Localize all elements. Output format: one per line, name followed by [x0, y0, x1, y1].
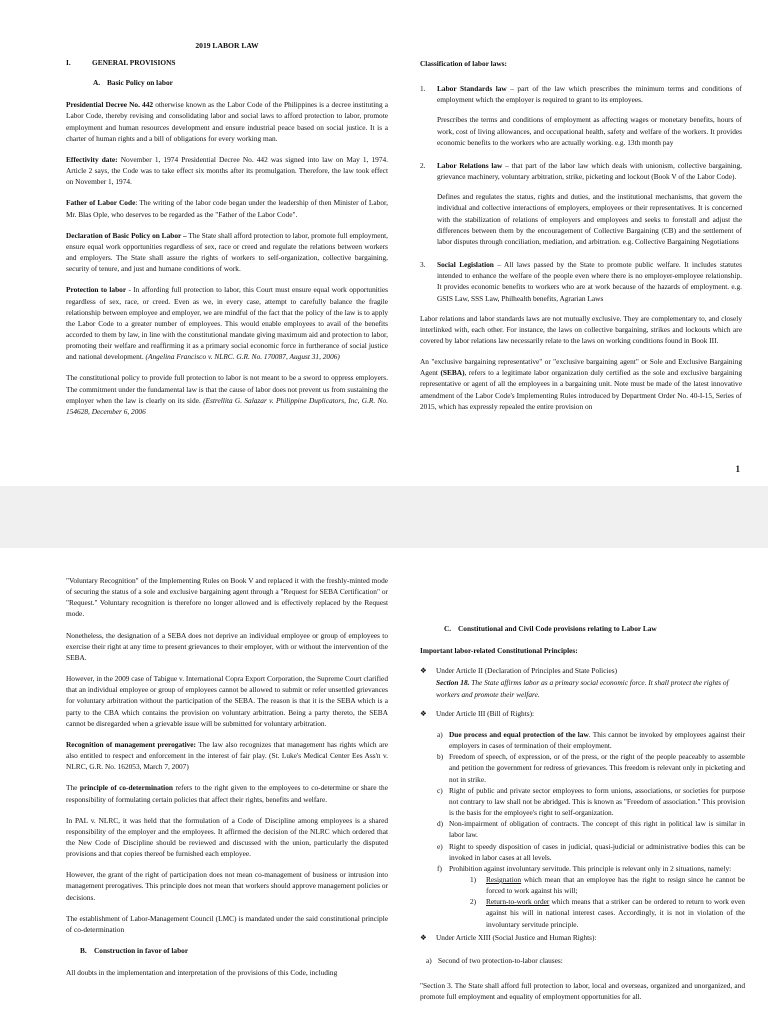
page1-left-column	[66, 40, 388, 427]
list-item-non-impairment	[437, 818, 745, 840]
list-text	[449, 729, 745, 751]
diamond-bullet-icon: ❖	[420, 666, 427, 676]
term-return-to-work: Return-to-work order	[486, 897, 550, 907]
list-number: 2)	[470, 897, 477, 907]
list-number: 1)	[470, 874, 477, 884]
section-number: C.	[444, 624, 452, 633]
term-seba: (SEBA)	[440, 368, 465, 378]
list-item-resignation	[470, 874, 745, 896]
paragraph-lmc: The establishment of Labor-Management Council (LMC) is mandated under the said constitutional principle of co-determination	[66, 913, 388, 934]
list-text	[486, 874, 745, 896]
list-text	[437, 83, 742, 105]
paragraph-text: The State shall afford protection to labor, promote full employment, ensure equal work opportunities regardless of sex, race or creed and regulate the relations between workers and employers. The State shall assure the rights of workers to self-organization, collective bargaining, security of tenure, and just and humane conditions of work.	[66, 230, 388, 274]
bullet-text: Under Article III (Bill of Rights):	[436, 708, 535, 718]
citation: (Estrellita G. Salazar v. Philippine Duplicators, Inc, G.R. No. 154628, December 6, 2006	[66, 395, 388, 416]
paragraph-labor-relations-detail: Defines and regulates the status, rights and duties, and the institutional mechanisms, that govern the individual and collective interactions of employers, employees or their representatives. It is concerned with the stabilization of relations of employers and employees and seeks to forestall and adjust the differences between them by the encouragement of Collective Bargaining (CB) and the settlement of labor disputes through conciliation, mediation, and arbitration. e.g. Collective Bargaining Negotiations	[437, 192, 742, 246]
document-page-2	[0, 548, 768, 1024]
list-text: Freedom of speech, of expression, or of the press, or the right of the people peaceably to assemble and petition the government for redress of grievances. This freedom is relevant only in picketing and not in strike.	[449, 752, 745, 784]
paragraph-father-of-labor-code	[66, 197, 388, 219]
list-letter: b)	[437, 752, 444, 762]
paragraph-text: , refers to a legitimate labor organization duly certified as the sole and exclusive bargaining representative or agent of all the employees in a bargaining unit. Note must be made of the latest innovative amendment of the Labor Code's Implementing Rules introduced by Department Order No. 40-I-15, Series of 2015, which has expressly repealed the entire provision on	[420, 368, 742, 411]
quote-section-3: "Section 3. The State shall afford full protection to labor, local and overseas, organized and unorganized, and promote full employment and equality of employment opportunities for all.	[420, 981, 745, 1002]
paragraph-text: : The writing of the labor code began under the leadership of then Minister of Labor, Mr. Blas Ople, who deserves to be regarded as the "Father of the Labor Code".	[66, 198, 388, 219]
list-item-labor-standards	[420, 83, 742, 105]
page2-right-column	[420, 623, 745, 1012]
list-text	[437, 160, 742, 182]
paragraph-declaration-basic-policy	[66, 230, 388, 275]
list-letter: a)	[437, 729, 443, 739]
list-item-return-to-work	[470, 896, 745, 929]
list-letter: e)	[437, 841, 443, 851]
paragraph-voluntary-recognition: "Voluntary Recognition" of the Implementing Rules on Book V and replaced it with the freshly-minted mode of securing the status of a sole and exclusive bargaining agent through a "Request for SEBA Certification" or "Request." Voluntary recognition is therefore no longer allowed and is effectively replaced by the Request mode.	[66, 576, 388, 619]
item-text: – that part of the labor law which deals with unionism, collective bargaining, grievance machinery, voluntary arbitration, strike, picketing and lockout (Book V of the Labor Code).	[437, 160, 742, 182]
section-18-body: The State affirms labor as a primary social economic force. It shall protect the rights of workers and promote their welfare.	[436, 678, 729, 699]
list-letter: c)	[437, 785, 443, 795]
list-text: Prohibition against involuntary servitude. This principle is relevant only in 2 situations, namely:	[449, 863, 732, 873]
term-co-determination: principle of co-determination	[79, 783, 173, 793]
heading-constitutional-principles: Important labor-related Constitutional Principles:	[420, 646, 578, 656]
citation: (Angelina Francisco v. NLRC. G.R. No. 170087, August 31, 2006)	[145, 352, 340, 362]
page2-left-column	[66, 575, 388, 988]
list-item-speedy-disposition	[437, 841, 745, 863]
list-item-second-clause	[426, 955, 745, 966]
list-item-freedom-of-association	[437, 785, 745, 818]
term-labor-relations: Labor Relations law	[437, 160, 503, 170]
section-number: I.	[66, 58, 71, 67]
paragraph-seba	[420, 356, 742, 412]
list-item-freedom-of-speech	[437, 751, 745, 784]
section-label: Constitutional and Civil Code provisions relating to Labor Law	[458, 624, 657, 633]
paragraph-co-determination	[66, 782, 388, 804]
term-due-process: Due process and equal protection of the law	[449, 729, 589, 739]
term-labor-standards: Labor Standards law	[437, 84, 507, 94]
paragraph-management-prerogative	[66, 739, 388, 772]
diamond-bullet-icon: ❖	[420, 708, 427, 718]
diamond-bullet-icon: ❖	[420, 932, 427, 942]
paragraph-seba-grievances: Nonetheless, the designation of a SEBA does not deprive an individual employee or group of employees to exercise their right at any time to present grievances to their employer, with or without the intervention of the SEBA.	[66, 630, 388, 662]
list-text	[486, 896, 745, 929]
paragraph-text: November 1, 1974 Presidential Decree No. 442 was signed into law on May 1, 1974. Article 2 says, the Code was to take effect six months after its promulgation. Therefore, the law took effect on November 1, 1974.	[66, 154, 388, 187]
item-text: which mean that an employee has the right to resign since he cannot be forced to work against his will;	[486, 874, 745, 896]
list-letter: d)	[437, 819, 444, 829]
list-item-due-process	[437, 729, 745, 751]
paragraph-constitutional-policy	[66, 372, 388, 417]
section-heading-constitutional	[444, 623, 745, 634]
paragraph-text: The constitutional policy to provide full protection to labor is not meant to be a sword to oppress employers. The commitment under the fundamental law is that the cause of labor does not prevent us from sustaining the employer when the law is clearly on its side.	[66, 373, 388, 405]
subsection-number: A.	[93, 78, 101, 88]
item-text: – part of the law which prescribes the minimum terms and conditions of employment which the employer is required to grant to its employees.	[437, 84, 742, 105]
paragraph-all-doubts: All doubts in the implementation and interpretation of the provisions of this Code, including	[66, 968, 338, 978]
term-pd-442: Presidential Decree No. 442	[66, 100, 154, 110]
subsection-heading-basic-policy	[93, 77, 388, 88]
paragraph-pal-v-nlrc: In PAL v. NLRC, it was held that the formulation of a Code of Discipline among employees is a shared responsibility of the employer and the employees. It affirmed the decision of the NLRC which ordered that the New Code of Discipline should be reviewed and discussed with the union, particularly the disputed provisions and that copies thereof be furnished each employee.	[66, 815, 388, 859]
item-text: – All laws passed by the State to promote public welfare. It includes statutes intended to enhance the welfare of the people even where there is no employer-employee relationship. It provides economic benefits to workers who are at work because of the hazards of employment. e.g. GSIS Law, SSS Law, Philhealth benefits, Agrarian Laws	[437, 260, 742, 303]
paragraph-labor-standards-detail: Prescribes the terms and conditions of employment as affecting wages or monetary benefits, hours of work, cost of living allowances, and occupational health, safety and welfare of the workers. It provides economic benefits to the workers who are actually working. e.g. 13th month pay	[437, 115, 742, 147]
paragraph-text: An "exclusive bargaining representative" or "exclusive bargaining agent" or Sole and Exclusive Bargaining Agent	[420, 357, 742, 378]
paragraph-right-of-participation: However, the grant of the right of participation does not mean co-management of business or intrusion into management prerogatives. This principle does not mean that workers should approve management policies or decisions.	[66, 870, 388, 902]
list-item-social-legislation	[420, 259, 742, 304]
term-social-legislation: Social Legislation	[437, 260, 494, 270]
section-18-label: Section 18.	[436, 678, 470, 688]
bullet-text: Under Article II (Declaration of Principles and State Policies)	[436, 666, 618, 676]
document-title: 2019 LABOR LAW	[195, 41, 259, 50]
list-number: 3.	[420, 260, 426, 270]
list-text: Right to speedy disposition of cases in judicial, quasi-judicial or administrative bodies this can be invoked in labor cases at all levels.	[449, 841, 745, 862]
item-text: which means that a striker can be ordered to return to work even against his will in national interest cases. Accordingly, it is not in violation of the involuntary servitude principle.	[486, 897, 746, 929]
list-letter: a)	[426, 955, 432, 965]
paragraph-text: refers to the right given to the employees to co-determine or share the responsibility of formulating certain policies that affect their rights, benefits and welfare.	[66, 783, 388, 804]
bullet-text: Under Article XIII (Social Justice and Human Rights):	[436, 932, 597, 942]
paragraph-effectivity	[66, 154, 388, 187]
document-page-1	[0, 0, 768, 486]
term-declaration: Declaration of Basic Policy on Labor –	[66, 230, 187, 240]
paragraph-text: otherwise known as the Labor Code of the Philippines is a decree instituting a Labor Code, thereby revising and consolidating labor and social laws to afford protection to labor, promote employment and human resources development and ensure industrial peace based on social justice. It is a charter of human rights and a bill of obligations for every working man.	[66, 100, 389, 143]
subsection-heading-construction	[80, 945, 388, 956]
page1-right-column	[420, 58, 742, 422]
list-letter: f)	[437, 863, 442, 873]
section-label: GENERAL PROVISIONS	[92, 58, 176, 67]
list-number: 1.	[420, 84, 426, 94]
subsection-label: Construction in favor of labor	[94, 946, 189, 956]
term-father-of-labor-code: Father of Labor Code	[66, 198, 136, 208]
page-number: 1	[735, 464, 740, 474]
list-number: 2.	[420, 160, 426, 170]
paragraph-protection-to-labor	[66, 284, 388, 362]
section-18-text	[436, 677, 745, 699]
item-text: . This cannot be invoked by employees against their employers in cases of termination of their employment.	[449, 729, 746, 751]
subsection-number: B.	[80, 946, 87, 956]
term-management-prerogative: Recognition of management prerogative:	[66, 739, 196, 749]
paragraph-tabigue-case: However, in the 2009 case of Tabigue v. International Copra Export Corporation, the Supreme Court clarified that an individual employee or group of employees cannot be allowed to submit or refer unsettled grievances for voluntary arbitration without the participation of the SEBA. The reason is that it is the SEBA which is a party to the CBA which contains the provision on voluntary arbitration. Being a party thereto, the SEBA cannot be disregarded when a grievable issue will be submitted for voluntary arbitration.	[66, 674, 388, 728]
paragraph-text: - In affording full protection to labor, this Court must ensure equal work opportunities regardless of sex, race, or creed. Even as we, in every case, attempt to carefully balance the fragile relationship between employee and employer, we are mindful of the fact that the policy of the law is to apply the Labor Code to a greater number of employees. This would enable employees to avail of the benefits accorded to them by law, in line with the constitutional mandate giving maximum aid and protection to labor, promoting their welfare and reaffirming it as a primary social economic force in furtherance of social justice and national development.	[66, 285, 388, 362]
list-text: Non-impairment of obligation of contracts. The concept of this right in political law is similar in labor law.	[449, 819, 745, 840]
term-protection-to-labor: Protection to labor	[66, 285, 127, 295]
heading-classification: Classification of labor laws:	[420, 59, 507, 68]
list-text: Right of public and private sector employees to form unions, associations, or societies for purpose not contrary to law shall not be abridged. This is known as "Freedom of association." This provision is the basis for the employee's right to self-organization.	[449, 785, 745, 818]
term-effectivity: Effectivity date:	[66, 154, 118, 164]
section-heading-general-provisions	[66, 57, 388, 68]
term-resignation: Resignation	[486, 874, 522, 884]
paragraph-pd-442	[66, 99, 388, 144]
paragraph-not-mutually-exclusive: Labor relations and labor standards laws are not mutually exclusive. They are complementary to, and closely interlinked with, each other. For instance, the laws on collective bargaining, strikes and lockouts which are covered by labor relations law necessarily relate to the laws on working conditions found in Book III.	[420, 313, 742, 345]
bullet-article-ii	[420, 665, 745, 676]
paragraph-text: The	[66, 783, 80, 793]
bullet-article-xiii	[420, 932, 745, 943]
list-text	[437, 259, 742, 304]
list-item-labor-relations	[420, 160, 742, 182]
bullet-article-iii	[420, 708, 745, 719]
list-text: Second of two protection-to-labor clauses:	[438, 955, 563, 965]
list-item-involuntary-servitude	[437, 863, 745, 874]
paragraph-text: The law also recognizes that management has rights which are also entitled to respect and enforcement in the interest of fair play. (St. Luke's Medical Center Ees Ass'n v. NLRC, G.R. No. 162053, March 7, 2007)	[66, 739, 388, 772]
subsection-label: Basic Policy on labor	[107, 78, 173, 88]
